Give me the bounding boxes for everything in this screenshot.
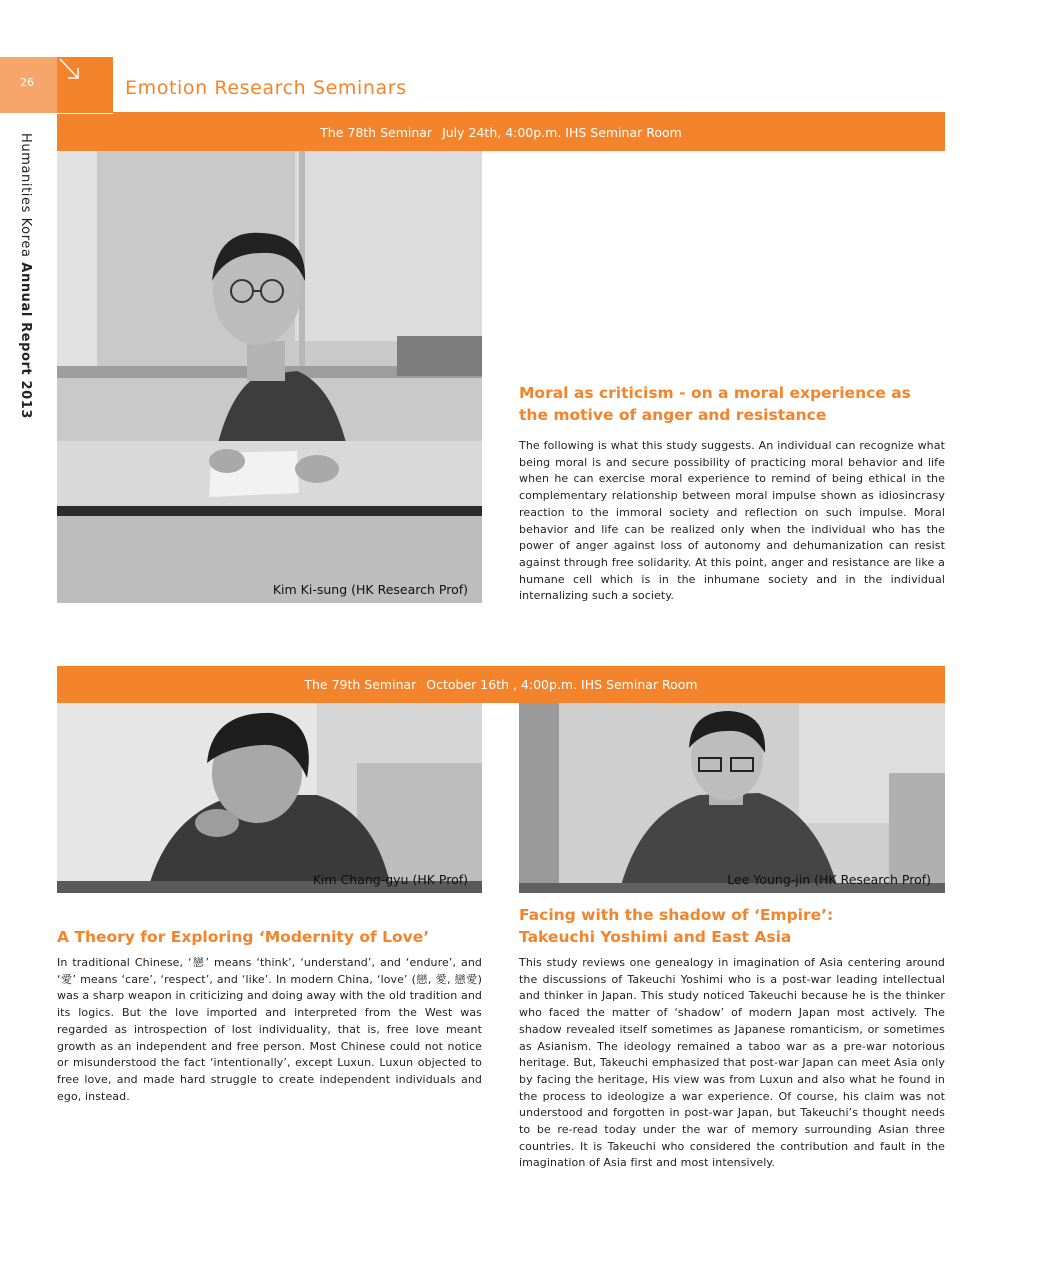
header-arrow-box	[57, 57, 113, 113]
side-label-bold: Annual Report 2013	[18, 262, 33, 420]
seminar-79-left-body: In traditional Chinese, ‘戀’ means ‘think’, ‘understand’, and ‘endure’, and ‘愛’ means ‘care’, ‘respect’, and ‘like’. In modern China, ‘love’ (戀, 愛, 戀愛) was a sharp weapon in criticizing and doing away with the old tradition and its logics. But the love imported and interpreted from the West was regarded as introspection of lost individuality, that is, free love meant growth as an independent and free person. Most Chinese could not notice or misunderstood the fact ‘intentionally’, except Luxun. Luxun objected to free love, and made hard struggle to create independent individuals and ego, instead.	[57, 956, 482, 1103]
seminar-79-label: The 79th Seminar	[304, 677, 417, 692]
seminar-79-right-heading-line1: Facing with the shadow of ‘Empire’:	[519, 906, 834, 924]
page-title: Emotion Research Seminars	[125, 77, 407, 99]
seminar-78-body: The following is what this study suggests. An individual can recognize what being moral is and secure possibility of practicing moral behavior and life when he can exercise moral experience to remind of being ethical in the complementary relationship between moral impulse shown as idiosincrasy reaction to the immoral society and reflection on such impulse. Moral behavior and life can be realized only when the individual who has the power of anger against loss of autonomy and dehumanization can resist against through free solidarity. At this point, anger and resistance are like a humane cell which is in the inhumane society and in the individual internalizing such a society.	[519, 439, 945, 603]
side-label-light: Humanities Korea	[18, 133, 33, 263]
page-number: 26	[20, 76, 34, 89]
photo-lee-young-jin	[519, 703, 945, 893]
seminar-79-right-heading-line2: Takeuchi Yoshimi and East Asia	[519, 928, 792, 946]
photo-kim-chang-gyu	[57, 703, 482, 893]
seminar-79-bar	[57, 666, 945, 703]
seminar-78-label: The 78th Seminar	[320, 125, 433, 140]
seminar-78-heading-line2: the motive of anger and resistance	[519, 406, 827, 424]
seminar-79-left-heading: A Theory for Exploring ‘Modernity of Love’	[57, 928, 430, 946]
seminar-78-details: July 24th, 4:00p.m. IHS Seminar Room	[442, 125, 682, 140]
photo-kim-ki-sung	[57, 151, 482, 603]
seminar-79-details: October 16th , 4:00p.m. IHS Seminar Room	[426, 677, 698, 692]
seminar-78-heading-line1: Moral as criticism - on a moral experience as	[519, 384, 911, 402]
seminar-79-right-body: This study reviews one genealogy in imagination of Asia centering around the discussions of Takeuchi Yoshimi who is a post-war leading intellectual and thinker in Japan. This study noticed Takeuchi because he is the thinker who faced the matter of ‘shadow’ of modern Japan most actively. The shadow revealed itself sometimes as Japanese romanticism, or sometimes as Asianism. The ideology remained a taboo war as a pre-war notorious heritage. But, Takeuchi emphasized that post-war Japan can meet Asia only by facing the heritage, His view was from Luxun and also what he found in the process to ideologize a war experience. Of course, his claim was not understood and forgotten in post-war Japan, but Takeuchi’s thought needs to be re-read today under the war of memory surrounding Asian three countries. It is Takeuchi who considered the contribution and fault in the imagination of Asia first and most intensively.	[519, 956, 945, 1170]
side-label	[18, 133, 33, 419]
seminar-78-bar	[57, 114, 945, 151]
seminar-78-heading	[519, 382, 945, 426]
photo-illustration	[519, 703, 945, 893]
arrow-down-right-icon	[57, 57, 113, 113]
photo-caption: Kim Chang-gyu (HK Prof)	[312, 872, 468, 887]
photo-illustration	[57, 703, 482, 893]
photo-caption: Lee Young-jin (HK Research Prof)	[727, 872, 931, 887]
photo-illustration	[57, 151, 482, 603]
photo-caption: Kim Ki-sung (HK Research Prof)	[272, 582, 468, 597]
seminar-79-right-heading	[519, 904, 945, 948]
